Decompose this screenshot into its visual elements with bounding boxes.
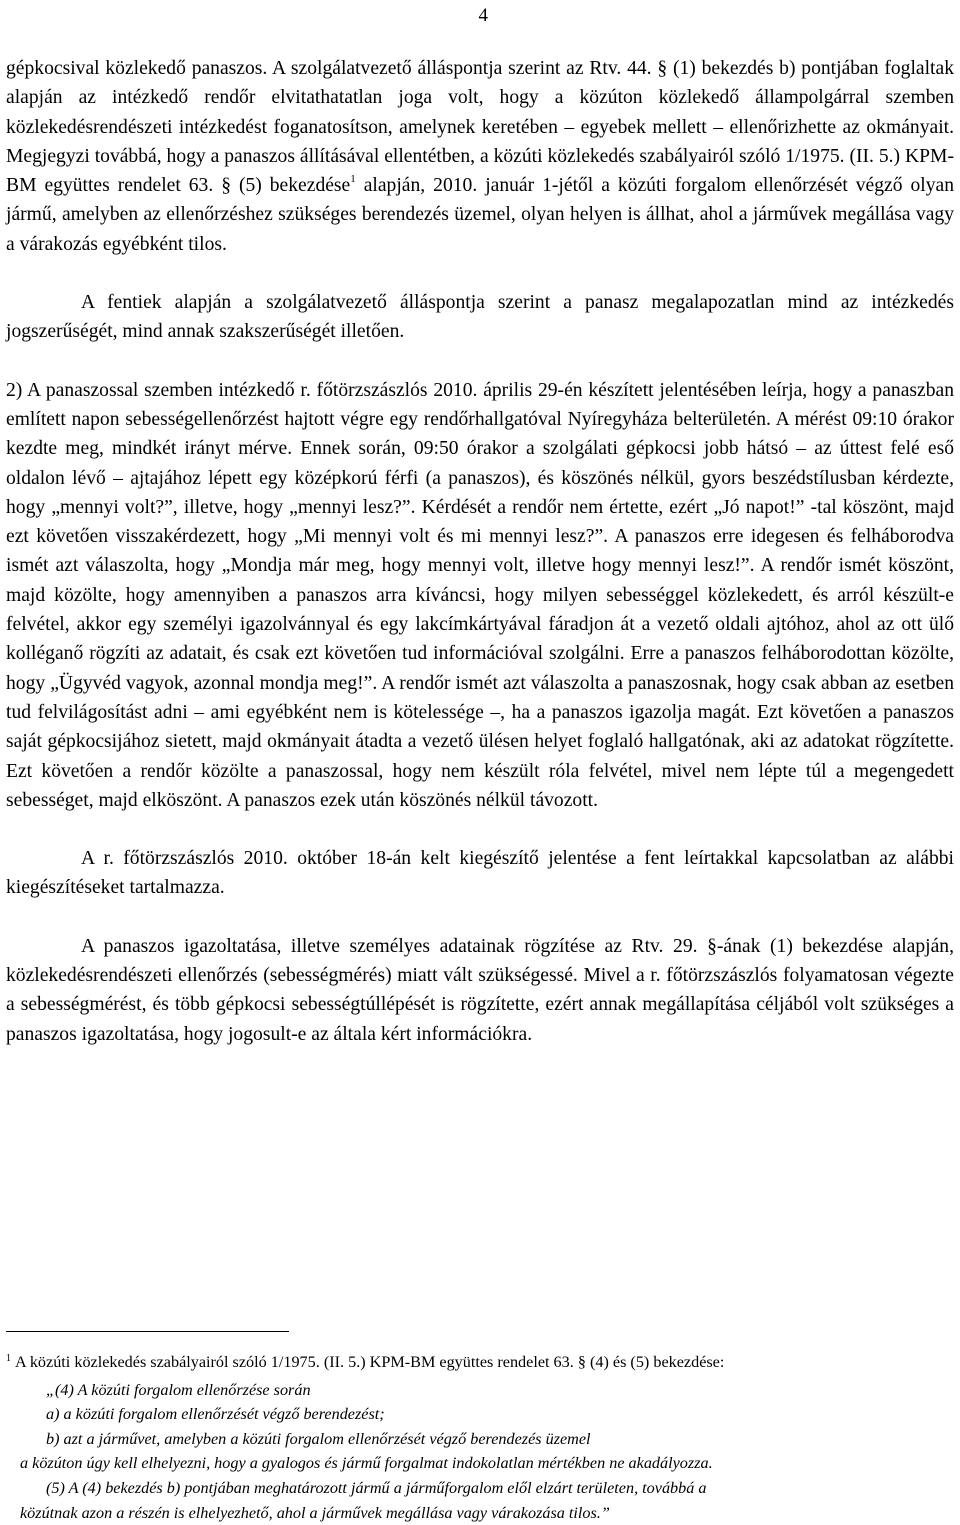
footnote-line-2: „(4) A közúti forgalom ellenőrzése során xyxy=(46,1380,311,1399)
body-text xyxy=(6,54,954,1049)
paragraph-2: A fentiek alapján a szolgálatvezető álláspontja szerint a panasz megalapozatlan mind az intézkedés jogszerűségét, mind annak szakszerűségét illetően. xyxy=(6,292,954,343)
footnote-line-5: a közúton úgy kell elhelyezni, hogy a gyalogos és jármű forgalmat indokolatlan mértékben ne akadályozza. xyxy=(20,1454,713,1473)
footnote-line-3: a) a közúti forgalom ellenőrzését végző berendezést; xyxy=(46,1405,385,1424)
footnote-line-1: A közúti közlekedés szabályairól szóló 1/1975. (II. 5.) KPM-BM együttes rendelet 63. § (4) és (5) bekezdése: xyxy=(15,1353,725,1371)
footnote-line-7: közútnak azon a részén is elhelyezhető, ahol a járművek megállása vagy várakozása tilos.” xyxy=(20,1503,610,1522)
footnote-line-6: (5) A (4) bekezdés b) pontjában meghatározott jármű a járműforgalom elől elzárt területen, továbbá a xyxy=(46,1478,707,1497)
footnote-number: 1 xyxy=(6,1353,11,1364)
paragraph-5: A panaszos igazoltatása, illetve személyes adatainak rögzítése az Rtv. 29. §-ának (1) bekezdése alapján, közlekedésrendészeti ellenőrzés (sebességmérés) miatt vált szükségessé. Mivel a r. főtörzszászlós folyamatosan végezte a sebességmérést, és több gépkocsi sebességtúllépését is rögzítette, ezért annak megállapítása céljából volt szükséges a panaszos igazoltatása, hogy jogosult-e az általa kért információkra. xyxy=(6,935,954,1045)
paragraph-3: 2) A panaszossal szemben intézkedő r. főtörzszászlós 2010. április 29-én készített jelentésében leírja, hogy a panaszban említett napon sebességellenőrzést hajtott végre egy rendőrhallgatóval Nyíregyháza belterületén. A mérést 09:10 órakor kezdte meg, mindkét irányt mérve. Ennek során, 09:50 órakor a szolgálati gépkocsi jobb hátsó – az úttest felé eső oldalon lévő – ajtajához lépett egy középkorú férfi (a panaszos), és köszönés nélkül, gyors beszédstílusban kérdezte, hogy „mennyi volt?”, illetve, hogy „mennyi lesz?”. Kérdését a rendőr nem értette, ezért „Jó napot!” -tal köszönt, majd ezt követően visszakérdezett, hogy „Mi mennyi volt és mi mennyi lesz?”. A panaszos erre idegesen és felháborodva ismét azt válaszolta, hogy „Mondja már meg, hogy mennyi volt, illetve hogy mennyi lesz!”. A rendőr ismét köszönt, majd közölte, hogy amennyiben a panaszos arra kíváncsi, hogy milyen sebességgel közlekedett, és arról készült-e felvétel, akkor egy személyi igazolvánnyal és egy lakcímkártyával fáradjon át a vezető oldali ajtóhoz, ahol az ott ülő kolléganő rögzíti az adatait, és csak ezt követően tud információval szolgálni. Erre a panaszos felháborodottan közölte, hogy „Ügyvéd vagyok, azonnal mondja meg!”. A rendőr ismét azt válaszolta a panaszosnak, hogy csak abban az esetben tud felvilágosítást adni – ami egyébként nem is kötelessége –, ha a panaszos igazolja magát. Ezt követően a panaszos saját gépkocsijához sietett, majd okmányait átadta a vezető ülésen helyet foglaló hallgatónak, aki az adatokat rögzítette. Ezt követően a rendőr közölte a panaszossal, hogy nem készült róla felvétel, mivel nem lépte túl a megengedett sebességet, majd elköszönt. A panaszos ezek után köszönés nélkül távozott. xyxy=(6,379,954,811)
page-number: 4 xyxy=(478,5,488,26)
paragraph-1 xyxy=(6,54,954,259)
footnote-1 xyxy=(6,1350,954,1378)
paragraph-1-text-cont: alapján, 2010. január 1-jétől a közúti forgalom ellenőrzését végző olyan jármű, amelyben az ellenőrzéshez szükséges berendezés üzemel, olyan helyen is állhat, ahol a járművek megállása vagy a várakozás egyébként tilos. xyxy=(6,175,954,255)
footnotes xyxy=(6,1350,954,1525)
footnote-reference[interactable]: 1 xyxy=(350,172,356,185)
paragraph-1-text: gépkocsival közlekedő panaszos. A szolgálatvezető álláspontja szerint az Rtv. 44. § (1) bekezdés b) pontjában foglaltak alapján az intézkedő rendőr elvitathatatlan joga volt, hogy a közúton közlekedő állampolgárral szemben közlekedésrendészeti intézkedést foganatosítson, amelynek keretében – egyebek mellett – ellenőrizhette az okmányait. Megjegyzi továbbá, hogy a panaszos állításával ellentétben, a közúti közlekedés szabályairól szóló 1/1975. (II. 5.) KPM-BM együttes rendelet 63. § (5) bekezdése xyxy=(6,58,954,197)
footnote-line-4: b) azt a járművet, amelyben a közúti forgalom ellenőrzését végző berendezés üzemel xyxy=(46,1429,591,1448)
footnote-divider xyxy=(6,1331,289,1332)
paragraph-4: A r. főtörzszászlós 2010. október 18-án kelt kiegészítő jelentése a fent leírtakkal kapcsolatban az alábbi kiegészítéseket tartalmazza. xyxy=(6,848,954,899)
